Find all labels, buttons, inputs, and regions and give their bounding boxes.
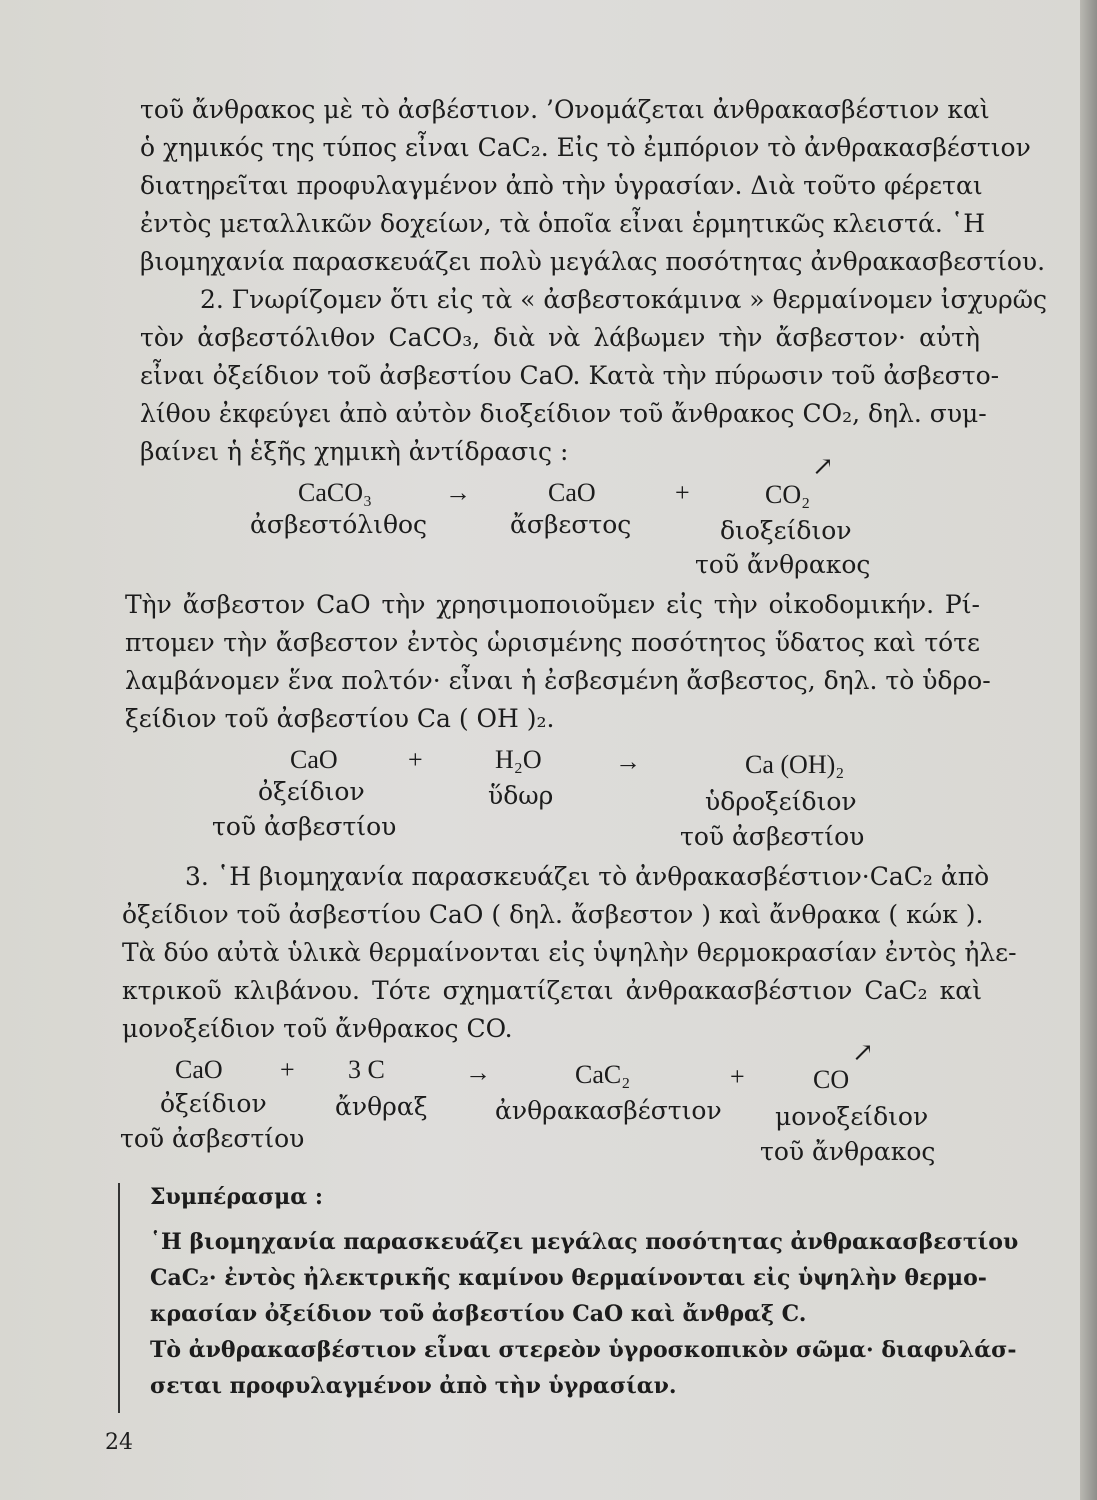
product-name: διοξείδιον: [720, 516, 852, 545]
reactant-name: τοῦ ἀσβεστίου: [120, 1124, 305, 1153]
conclusion-line: κρασίαν ὀξείδιον τοῦ ἀσβεστίου CaO καὶ ἄνθραξ C.: [150, 1301, 807, 1327]
page-edge: [1080, 0, 1097, 1500]
reaction-arrow: →: [465, 1058, 491, 1087]
reactant-formula: CaO: [175, 1055, 223, 1084]
product-name: ὑδροξείδιον: [705, 787, 857, 816]
conclusion-line: σεται προφυλαγμένον ἀπὸ τὴν ὑγρασίαν.: [150, 1373, 677, 1399]
text-line: λίθου ἐκφεύγει ἀπὸ αὐτὸν διοξείδιον τοῦ ἄνθρακος CO₂, δηλ. συμ-: [140, 399, 987, 428]
text-line: μονοξείδιον τοῦ ἄνθρακος CO.: [122, 1014, 513, 1043]
text-line: 2. Γνωρίζομεν ὅτι εἰς τὰ « ἀσβεστοκάμινα » θερμαίνομεν ἰσχυρῶς: [200, 285, 1048, 314]
conclusion-bar: [118, 1183, 120, 1413]
gas-arrow-icon: ↗: [852, 1038, 874, 1068]
reaction-arrow: →: [445, 478, 471, 507]
reactant-formula: CaCO₃: [298, 478, 373, 507]
product-formula: CO: [813, 1065, 850, 1094]
product-name: ἄσβεστος: [510, 510, 632, 539]
gas-arrow-icon: ↗: [812, 452, 834, 482]
text-line: Τὴν ἄσβεστον CaO τὴν χρησιμοποιοῦμεν εἰς τὴν οἰκοδομικήν. Ρί-: [125, 590, 980, 619]
text-line: ὀξείδιον τοῦ ἀσβεστίου CaO ( δηλ. ἄσβεστον ) καὶ ἄνθρακα ( κώκ ).: [122, 900, 984, 929]
conclusion-line: CaC₂· ἐντὸς ἠλεκτρικῆς καμίνου θερμαίνονται εἰς ὑψηλὴν θερμο-: [150, 1265, 987, 1291]
reactant-name: ὀξείδιον: [160, 1089, 267, 1118]
text-line: τοῦ ἄνθρακος μὲ τὸ ἀσβέστιον. ’Ονομάζεται ἀνθρακασβέστιον καὶ: [140, 95, 990, 124]
plus-sign: +: [730, 1062, 745, 1091]
text-line: τὸν ἀσβεστόλιθον CaCO₃, διὰ νὰ λάβωμεν τὴν ἄσβεστον· αὐτὴ: [140, 323, 980, 352]
product-formula: CaC₂: [575, 1060, 631, 1089]
text-line: λαμβάνομεν ἕνα πολτόν· εἶναι ἡ ἐσβεσμένη ἄσβεστος, δηλ. τὸ ὑδρο-: [125, 666, 991, 695]
text-line: βαίνει ἡ ἑξῆς χημικὴ ἀντίδρασις :: [140, 437, 569, 466]
reactant-name: ἀσβεστόλιθος: [250, 510, 428, 539]
conclusion-line: ῾Η βιομηχανία παρασκευάζει μεγάλας ποσότητας ἀνθρακασβεστίου: [150, 1229, 1019, 1255]
product-name: ἀνθρακασβέστιον: [495, 1096, 722, 1125]
text-line: 3. ῾Η βιομηχανία παρασκευάζει τὸ ἀνθρακασβέστιον·CaC₂ ἀπὸ: [185, 862, 990, 891]
text-line: ξείδιον τοῦ ἀσβεστίου Ca ( OH )₂.: [125, 704, 555, 733]
reactant-formula: CaO: [290, 745, 338, 774]
reactant-formula: 3 C: [348, 1055, 385, 1084]
conclusion-line: Τὸ ἀνθρακασβέστιον εἶναι στερεὸν ὑγροσκοπικὸν σῶμα· διαφυλάσ-: [150, 1337, 1017, 1363]
product-formula: Ca (OH)₂: [745, 750, 845, 779]
reactant-name: ἄνθραξ: [335, 1092, 428, 1121]
text-line: διατηρεῖται προφυλαγμένον ἀπὸ τὴν ὑγρασίαν. Διὰ τοῦτο φέρεται: [140, 171, 983, 200]
plus-sign: +: [280, 1055, 295, 1084]
product-name: τοῦ ἀσβεστίου: [680, 822, 865, 851]
text-line: εἶναι ὀξείδιον τοῦ ἀσβεστίου CaO. Κατὰ τὴν πύρωσιν τοῦ ἀσβεστο-: [140, 361, 1000, 390]
text-line: κτρικοῦ κλιβάνου. Τότε σχηματίζεται ἀνθρακασβέστιον CaC₂ καὶ: [122, 976, 982, 1005]
product-name: τοῦ ἄνθρακος: [760, 1137, 936, 1166]
product-name: τοῦ ἄνθρακος: [695, 550, 871, 579]
text-line: ὁ χημικός της τύπος εἶναι CaC₂. Εἰς τὸ ἐμπόριον τὸ ἀνθρακασβέστιον: [140, 133, 1031, 162]
product-name: μονοξείδιον: [775, 1102, 929, 1131]
text-line: πτομεν τὴν ἄσβεστον ἐντὸς ὡρισμένης ποσότητος ὕδατος καὶ τότε: [125, 628, 980, 657]
product-formula: CaO: [548, 478, 596, 507]
reactant-name: τοῦ ἀσβεστίου: [212, 812, 397, 841]
reactant-formula: H₂O: [495, 745, 542, 774]
page-number: 24: [105, 1430, 133, 1455]
product-formula: CO₂: [765, 480, 811, 509]
reactant-name: ὕδωρ: [488, 781, 554, 810]
text-line: Τὰ δύο αὐτὰ ὑλικὰ θερμαίνονται εἰς ὑψηλὴν θερμοκρασίαν ἐντὸς ἠλε-: [122, 938, 1017, 967]
text-line: βιομηχανία παρασκευάζει πολὺ μεγάλας ποσότητας ἀνθρακασβεστίου.: [140, 247, 1046, 276]
text-line: ἐντὸς μεταλλικῶν δοχείων, τὰ ὁποῖα εἶναι ἑρμητικῶς κλειστά. ῾Η: [140, 209, 986, 238]
reactant-name: ὀξείδιον: [258, 777, 365, 806]
plus-sign: +: [675, 478, 690, 507]
reaction-arrow: →: [615, 747, 641, 776]
conclusion-heading: Συμπέρασμα :: [150, 1184, 323, 1210]
plus-sign: +: [408, 745, 423, 774]
